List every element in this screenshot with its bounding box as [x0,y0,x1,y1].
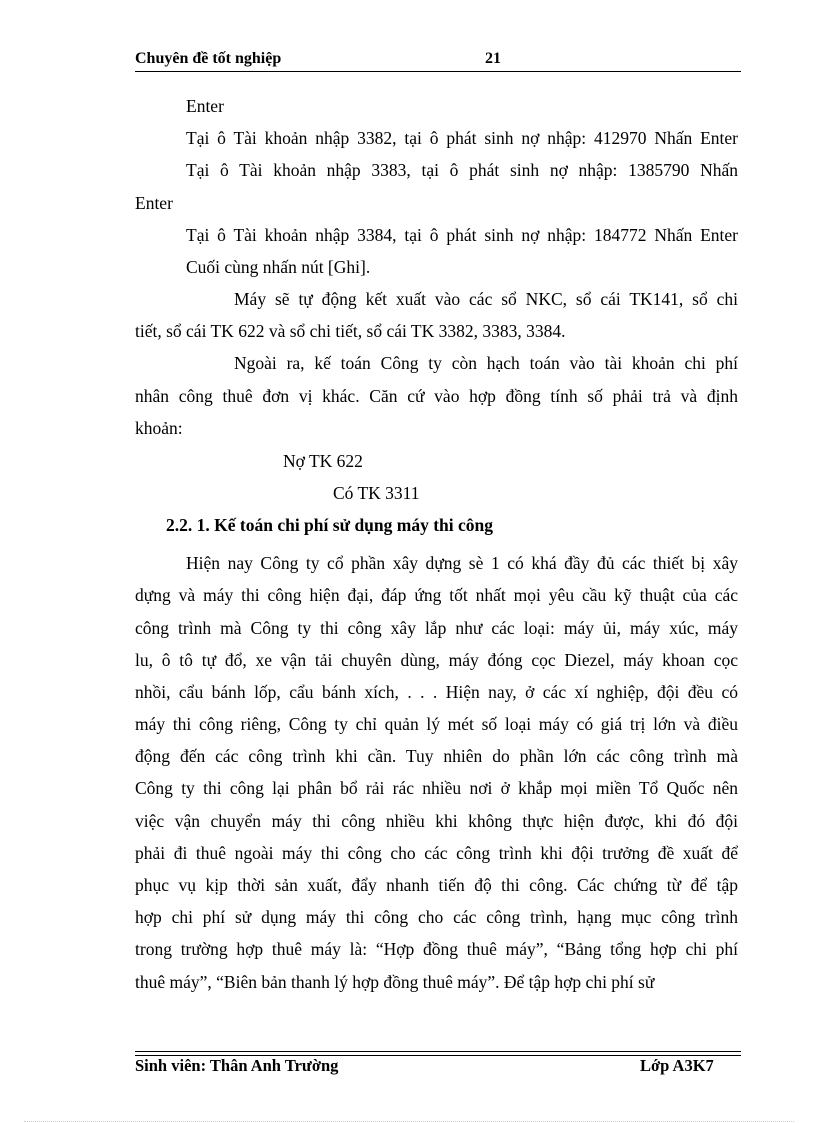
text-line: Tại ô Tài khoản nhập 3384, tại ô phát sinh nợ nhập: 184772 Nhấn Enter [186,225,738,245]
text-line: công trình mà Công ty thi công xây lắp như các loại: máy ủi, máy xúc, máy [135,618,738,638]
text-line: nhân công thuê đơn vị khác. Căn cứ vào hợp đồng tính số phải trả và định [135,386,738,406]
text-line: dựng và máy thi công hiện đại, đáp ứng tốt nhất mọi yêu cầu kỹ thuật của các [135,585,738,605]
text-line: nhồi, cẩu bánh lốp, cẩu bánh xích, . . . Hiện nay, ở các xí nghiệp, đội đều có [135,682,738,702]
text-line: máy thi công riêng, Công ty chỉ quản lý mét số loại máy có giá trị lớn và điều [135,714,738,734]
text-line: phục vụ kịp thời sản xuất, đẩy nhanh tiến độ thi công. Các chứng từ để tập [135,875,738,895]
text-line: thuê máy”, “Biên bản thanh lý hợp đồng thuê máy”. Để tập hợp chi phí sử [135,972,655,992]
text-line: Cuối cùng nhấn nút [Ghi]. [186,257,371,277]
student-name: Sinh viên: Thân Anh Trường [135,1056,339,1075]
text-line: Tại ô Tài khoản nhập 3382, tại ô phát sinh nợ nhập: 412970 Nhấn Enter [186,128,738,148]
text-line: khoản: [135,418,183,438]
text-line: trong trường hợp thuê máy là: “Hợp đồng thuê máy”, “Bảng tổng hợp chi phí [135,939,738,959]
text-line: Tại ô Tài khoản nhập 3383, tại ô phát sinh nợ nhập: 1385790 Nhấn [186,160,738,180]
text-line: Công ty thi công lại phân bổ rải rác nhiều nơi ở khắp mọi miền Tổ Quốc nên [135,778,738,798]
text-line: Enter [135,193,173,213]
text-line: phải đi thuê ngoài máy thi công cho các công trình khi đội trưởng đề xuất để [135,843,738,863]
page-header [135,50,741,72]
text-line: Hiện nay Công ty cổ phần xây dựng sè 1 có khá đầy đủ các thiết bị xây [186,553,738,573]
header-rule [135,71,741,72]
footer-rule [135,1051,741,1052]
class-label: Lớp A3K7 [640,1056,714,1075]
text-line: Máy sẽ tự động kết xuất vào các sổ NKC, sổ cái TK141, sổ chi [234,289,738,309]
text-line: Ngoài ra, kế toán Công ty còn hạch toán vào tài khoản chi phí [234,353,738,373]
text-line: Enter [186,96,224,116]
document-title: Chuyên đề tốt nghiệp [135,50,282,67]
text-line: lu, ô tô tự đổ, xe vận tải chuyên dùng, máy đóng cọc Diezel, máy khoan cọc [135,650,738,670]
page-edge [24,1121,794,1122]
text-line: động đến các công trình khi cần. Tuy nhiên do phần lớn các công trình mà [135,746,738,766]
section-heading: 2.2. 1. Kế toán chi phí sử dụng máy thi công [166,515,494,535]
text-line: việc vận chuyển máy thi công nhiều khi không thực hiện được, khi đó đội [135,811,738,831]
page-number: 21 [485,50,501,67]
journal-debit: Nợ TK 622 [283,451,363,471]
journal-credit: Có TK 3311 [333,483,420,503]
text-line: tiết, sổ cái TK 622 và sổ chi tiết, sổ cái TK 3382, 3383, 3384. [135,321,566,341]
text-line: hợp chi phí sử dụng máy thi công cho các công trình, hạng mục công trình [135,907,738,927]
